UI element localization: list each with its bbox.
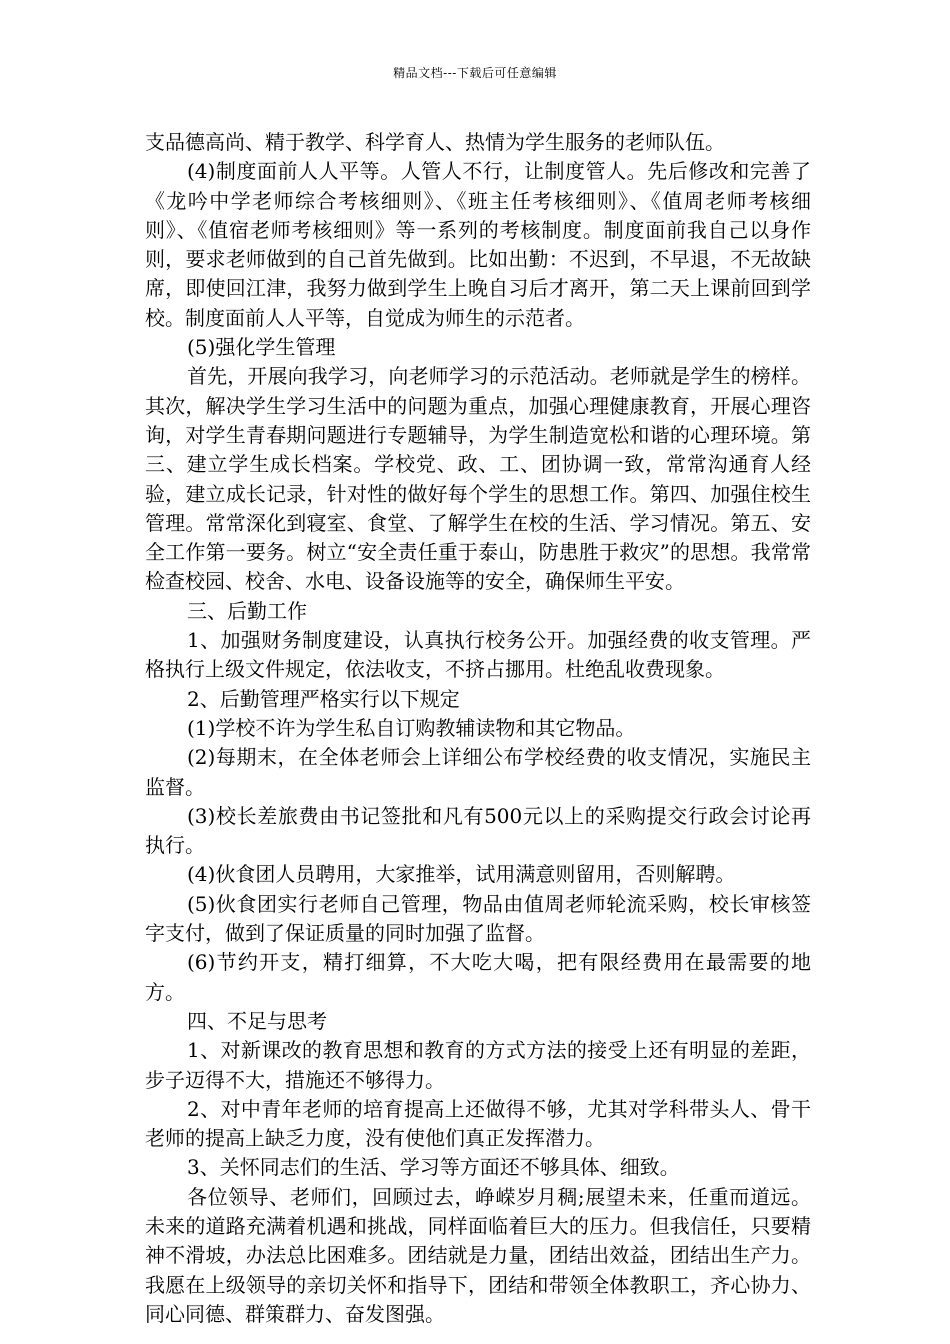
- section-heading: (5)强化学生管理: [187, 335, 336, 360]
- paragraph: 首先，开展向我学习，向老师学习的示范活动。老师就是学生的榜样。其次，解决学生学习生活中的问题为重点，加强心理健康教育，开展心理咨询，对学生青春期问题进行专题辅导，为学生制造宽松和谐的心理环境。第三、建立学生成长档案。学校党、政、工、团协调一致，常常沟通育人经验，建立成长记录，针对性的做好每个学生的思想工作。第四、加强住校生管理。常常深化到寝室、食堂、了解学生在校的生活、学习情况。第五、安全工作第一要务。树立“安全责任重于泰山，防患胜于救灾”的思想。我常常检查校园、校舍、水电、设备设施等的安全，确保师生平安。: [145, 364, 811, 594]
- section-heading: 三、后勤工作: [187, 598, 307, 623]
- paragraph: 支品德高尚、精于教学、科学育人、热情为学生服务的老师队伍。: [145, 130, 725, 154]
- paragraph: 3、关怀同志们的生活、学习等方面还不够具体、细致。: [187, 1155, 680, 1180]
- list-item: (3)校长差旅费由书记签批和凡有500元以上的采购提交行政会讨论再执行。: [145, 803, 811, 858]
- list-item: (4)伙食团人员聘用，大家推举，试用满意则留用，否则解聘。: [187, 862, 736, 887]
- page-header: 精品文档---下载后可任意编辑: [393, 66, 557, 80]
- paragraph: (4)制度面前人人平等。人管人不行，让制度管人。先后修改和完善了《龙吟中学老师综合考核细则》、《班主任考核细则》、《值周老师考核细则》、《值宿老师考核细则》等一系列的考核制度。制度面前我自己以身作则，要求老师做到的自己首先做到。比如出勤：不迟到，不早退，不无故缺席，即使回江津，我努力做到学生上晚自习后才离开，第二天上课前回到学校。制度面前人人平等，自觉成为师生的示范者。: [145, 159, 811, 330]
- paragraph: 1、加强财务制度建设，认真执行校务公开。加强经费的收支管理。严格执行上级文件规定，依法收支，不挤占挪用。杜绝乱收费现象。: [145, 628, 811, 682]
- paragraph: 2、对中青年老师的培育提高上还做得不够，尤其对学科带头人、骨干老师的提高上缺乏力度，没有使他们真正发挥潜力。: [145, 1096, 811, 1151]
- paragraph: 2、后勤管理严格实行以下规定: [187, 686, 460, 711]
- list-item: (1)学校不许为学生私自订购教辅读物和其它物品。: [187, 715, 636, 740]
- list-item: (6)节约开支，精打细算，不大吃大喝，把有限经费用在最需要的地方。: [145, 950, 811, 1004]
- list-item: (2)每期末，在全体老师会上详细公布学校经费的收支情况，实施民主监督。: [145, 745, 811, 799]
- section-heading: 四、不足与思考: [187, 1008, 327, 1033]
- document-body: [145, 128, 811, 1329]
- paragraph: 1、对新课改的教育思想和教育的方式方法的接受上还有明显的差距，步子迈得不大，措施还不够得力。: [145, 1038, 811, 1092]
- list-item: (5)伙食团实行老师自己管理，物品由值周老师轮流采购，校长审核签字支付，做到了保证质量的同时加强了监督。: [145, 891, 811, 946]
- paragraph: 各位领导、老师们，回顾过去，峥嵘岁月稠;展望未来，任重而道远。未来的道路充满着机遇和挑战，同样面临着巨大的压力。但我信任，只要精神不滑坡，办法总比困难多。团结就是力量，团结出效益，团结出生产力。我愿在上级领导的亲切关怀和指导下，团结和带领全体教职工，齐心协力、同心同德、群策群力、奋发图强。: [145, 1184, 811, 1326]
